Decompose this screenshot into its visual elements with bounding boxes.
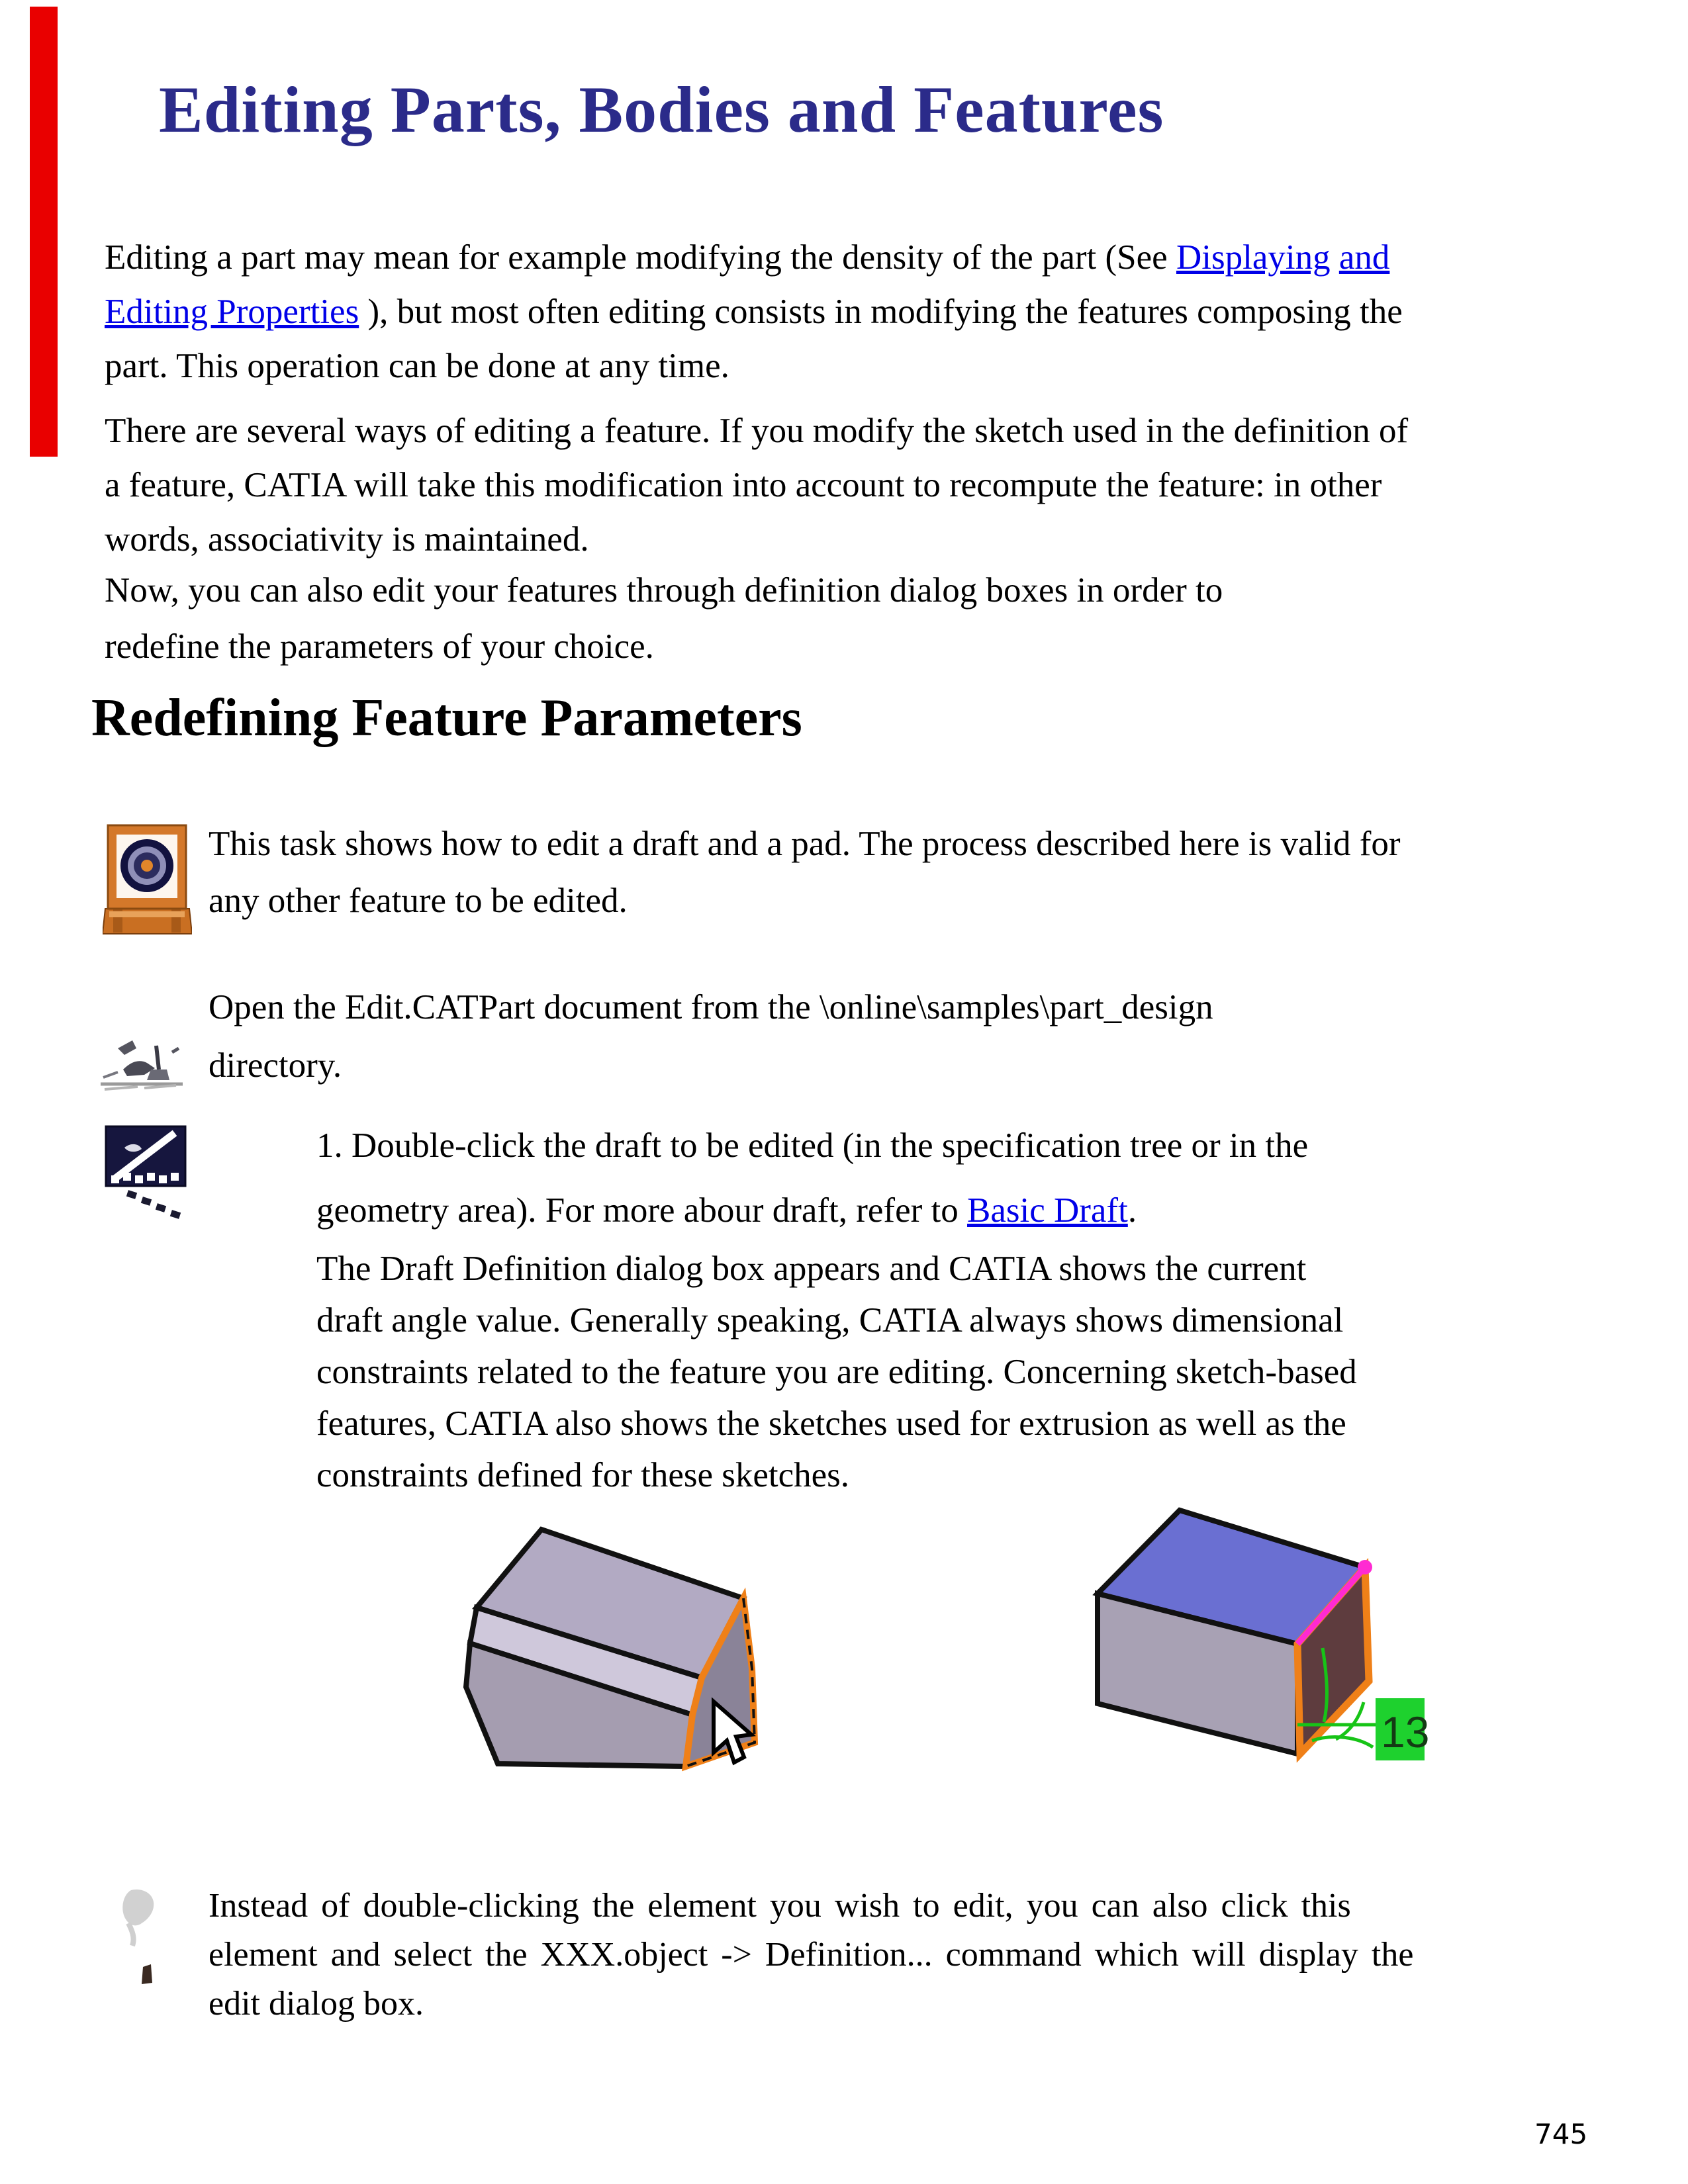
paragraph-line: any other feature to be edited.: [209, 882, 628, 920]
open-document-icon: [98, 1006, 187, 1101]
page-title: Editing Parts, Bodies and Features: [159, 73, 1164, 146]
paragraph-line: features, CATIA also shows the sketches used for extrusion as well as the: [316, 1404, 1346, 1443]
paragraph-line: directory.: [209, 1046, 342, 1085]
paragraph-line: Now, you can also edit your features through definition dialog boxes in order to: [105, 571, 1223, 610]
link-and[interactable]: and: [1338, 238, 1390, 277]
paragraph-line: a feature, CATIA will take this modification into account to recompute the feature: in other: [105, 466, 1382, 504]
paragraph-line: draft angle value. Generally speaking, CATIA always shows dimensional: [316, 1301, 1344, 1340]
target-icon: [103, 824, 192, 941]
page-number: 745: [1534, 2118, 1588, 2150]
paragraph-line: [105, 230, 1403, 285]
paragraph-line: Instead of double-clicking the element you wish to edit, you can also click this: [209, 1887, 1351, 1925]
draft-angle-value: 13: [1381, 1707, 1430, 1756]
paragraph-line: redefine the parameters of your choice.: [105, 627, 654, 666]
intro-paragraph-2: [105, 404, 1408, 567]
link-displaying[interactable]: Displaying: [1176, 238, 1331, 277]
paragraph-line: Open the Edit.CATPart document from the \online\samples\part_design: [209, 988, 1213, 1026]
task-description: [209, 815, 1401, 929]
paragraph-text: ), but most often editing consists in modifying the features composing the: [359, 293, 1403, 331]
paragraph-text: geometry area). For more abour draft, refer to: [316, 1191, 967, 1230]
paragraph-line: part. This operation can be done at any time.: [105, 347, 729, 385]
figure-draft-part-before: [442, 1524, 803, 1786]
step-1-line-1: 1. Double-click the draft to be edited (in the specification tree or in the: [316, 1126, 1309, 1165]
margin-marker-bar: [30, 7, 58, 457]
note-icon: [113, 1885, 164, 1993]
paragraph-line: [105, 285, 1403, 339]
note-paragraph: [209, 1882, 1413, 2028]
link-basic-draft[interactable]: Basic Draft: [966, 1191, 1128, 1230]
figure-draft-part-after: [1079, 1504, 1443, 1772]
draft-definition-paragraph: [316, 1243, 1357, 1501]
paragraph-line: constraints related to the feature you are editing. Concerning sketch-based: [316, 1353, 1357, 1391]
scenario-icon: [105, 1124, 192, 1225]
paragraph-text: .: [1127, 1191, 1137, 1230]
paragraph-line: element and select the XXX.object -> Definition... command which will display the: [209, 1936, 1414, 1974]
intro-paragraph-1: [105, 230, 1403, 393]
paragraph-text: [1331, 238, 1339, 277]
section-heading: Redefining Feature Parameters: [91, 689, 802, 747]
paragraph-line: words, associativity is maintained.: [105, 520, 589, 559]
paragraph-line: constraints defined for these sketches.: [316, 1456, 850, 1494]
open-instruction: [209, 978, 1213, 1095]
paragraph-line: The Draft Definition dialog box appears and CATIA shows the current: [316, 1250, 1307, 1288]
intro-paragraph-3: [105, 563, 1223, 675]
paragraph-line: There are several ways of editing a feature. If you modify the sketch used in the definition of: [105, 412, 1409, 450]
paragraph-line: edit dialog box.: [209, 1985, 424, 2023]
paragraph-line: This task shows how to edit a draft and a pad. The process described here is valid for: [209, 825, 1401, 863]
step-1-line-2: [316, 1183, 1137, 1238]
paragraph-text: Editing a part may mean for example modifying the density of the part (See: [105, 238, 1176, 277]
link-editing-properties[interactable]: Editing Properties: [105, 293, 359, 331]
